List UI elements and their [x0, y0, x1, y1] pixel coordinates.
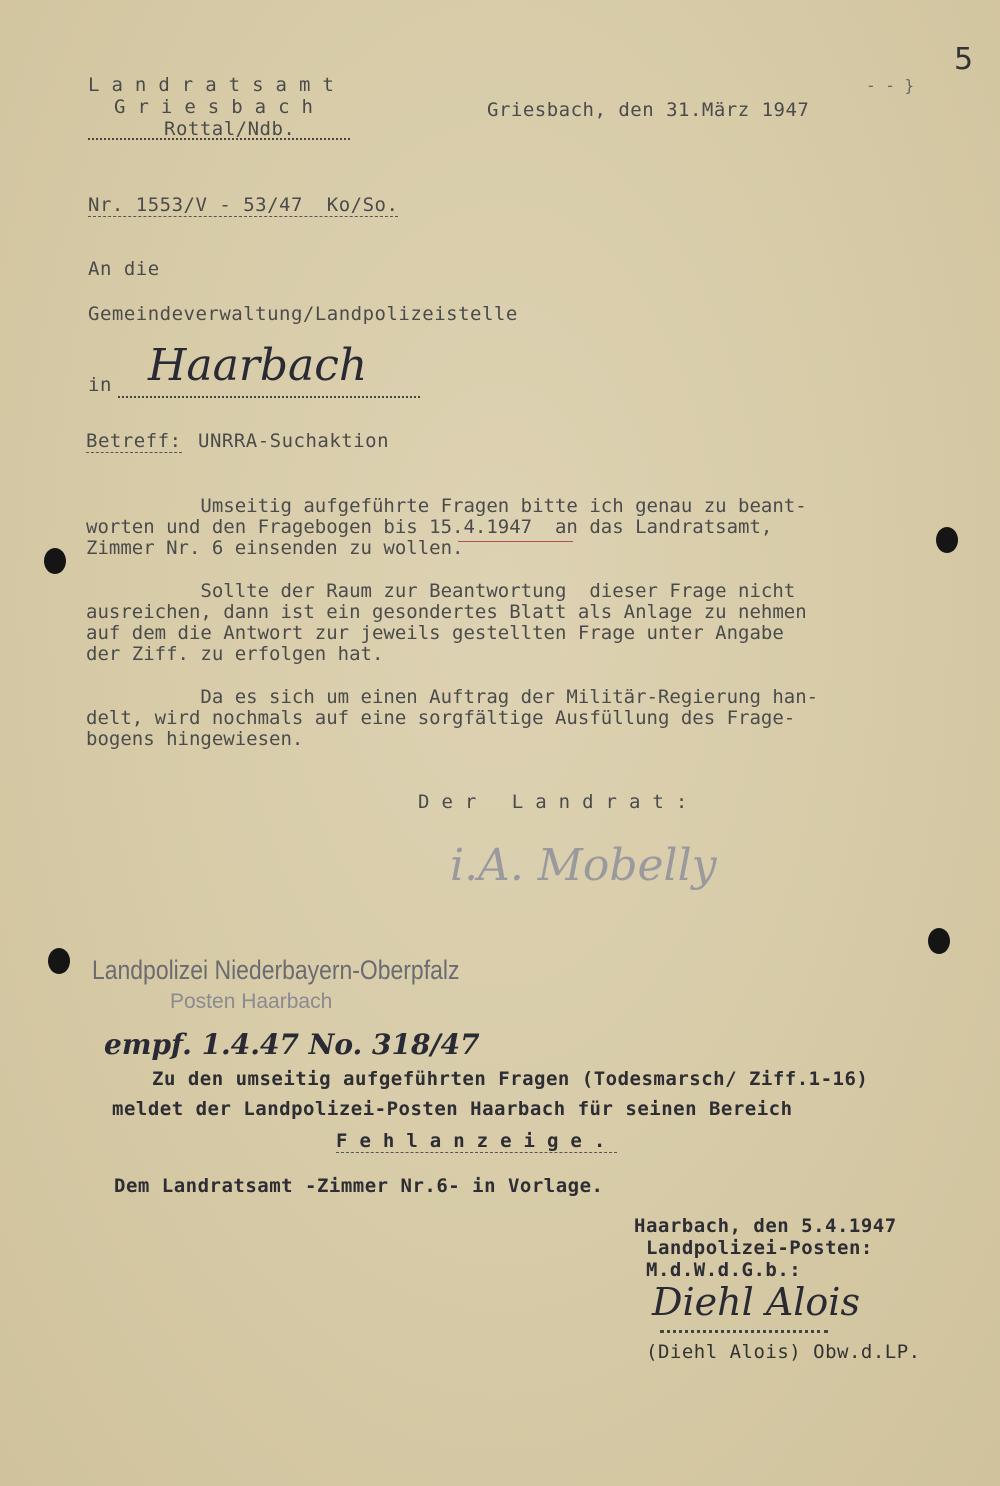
- punch-hole-left-top: [44, 548, 66, 574]
- stamp-line-2: Posten Haarbach: [170, 990, 333, 1013]
- reply-line-4: Dem Landratsamt -Zimmer Nr.6- in Vorlage.: [114, 1175, 604, 1197]
- reply-line-3: Fehlanzeige.: [336, 1130, 618, 1152]
- sender-line-1: Landratsamt: [88, 74, 346, 96]
- body-paragraph-3: Da es sich um einen Auftrag der Militär-Regierung han- delt, wird nochmals auf eine sorgfältige Ausfüllung des Frage- bogens hingewiesen.: [86, 686, 819, 750]
- reply-signature-dotline: [660, 1330, 828, 1333]
- stamp-line-1: Landpolizei Niederbayern-Oberpfalz: [92, 955, 460, 985]
- sender-line-2: Griesbach: [114, 96, 325, 118]
- reply-date: Haarbach, den 5.4.1947: [634, 1215, 897, 1237]
- addressee-line-1: An die: [88, 258, 160, 280]
- signature-handwritten: i.A. Mobelly: [450, 840, 717, 891]
- subject-text: UNRRA-Suchaktion: [198, 430, 390, 452]
- reply-unit: Landpolizei-Posten:: [646, 1237, 873, 1259]
- addressee-place-prefix: in: [88, 374, 112, 396]
- punch-hole-right-bottom: [928, 928, 950, 954]
- subject-label: Betreff:: [86, 430, 182, 452]
- place-dotted-line: [118, 396, 420, 398]
- addressee-line-2: Gemeindeverwaltung/Landpolizeistelle: [88, 303, 518, 325]
- addressee-place-handwritten: Haarbach: [148, 340, 368, 391]
- reply-typed-name: (Diehl Alois) Obw.d.LP.: [646, 1341, 921, 1363]
- date-line: Griesbach, den 31.März 1947: [487, 99, 810, 121]
- punch-hole-right-top: [936, 527, 958, 553]
- body-paragraph-2: Sollte der Raum zur Beantwortung dieser Frage nicht ausreichen, dann ist ein gesondertes Blatt als Anlage zu nehmen auf dem die Antwort zur jeweils gestellten Frage unter Angabe der Ziff. zu erfolgen hat.: [86, 580, 807, 665]
- reference-number: Nr. 1553/V - 53/47 Ko/So.: [88, 194, 399, 216]
- reply-line-1: Zu den umseitig aufgeführten Fragen (Todesmarsch/ Ziff.1-16): [152, 1068, 869, 1090]
- sender-line-3: Rottal/Ndb.: [164, 118, 296, 140]
- body-paragraph-1: Umseitig aufgeführte Fragen bitte ich genau zu beant- worten und den Fragebogen bis 15.4.1947 an das Landratsamt, Zimmer Nr. 6 einsenden zu wollen.: [86, 495, 807, 559]
- reply-role: M.d.W.d.G.b.:: [646, 1259, 802, 1281]
- sender-underline: [88, 138, 350, 140]
- red-underline: [458, 541, 573, 542]
- punch-hole-left-bottom: [48, 948, 70, 974]
- reply-signature-handwritten: Diehl Alois: [652, 1280, 860, 1324]
- received-note: empf. 1.4.47 No. 318/47: [104, 1028, 480, 1061]
- page-number: 5: [954, 42, 974, 77]
- corner-mark: - - }: [866, 76, 915, 95]
- reply-line-2: meldet der Landpolizei-Posten Haarbach für seinen Bereich: [112, 1098, 793, 1120]
- signoff: Der Landrat:: [418, 791, 700, 813]
